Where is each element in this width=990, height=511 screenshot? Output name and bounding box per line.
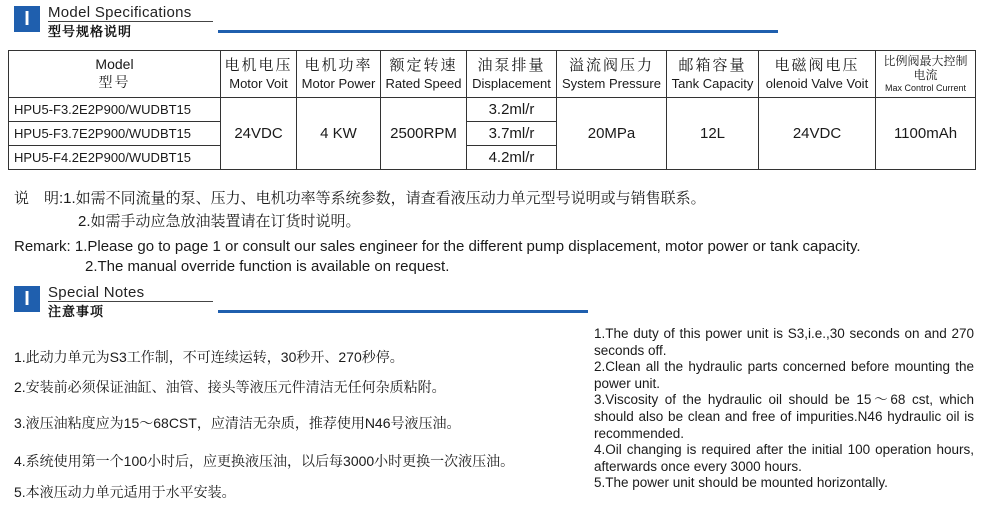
- model-cell: HPU5-F3.7E2P900/WUDBT15: [9, 122, 221, 146]
- remark-zh-1: [14, 188, 706, 210]
- section-title-en: Model Specifications: [48, 4, 192, 21]
- remark-en-line1: 1.Please go to page 1 or consult our sales engineer for the different pump displacement, motor power or tank capacity.: [74, 238, 861, 255]
- special-notes-header: [8, 284, 983, 319]
- remark-en-line2: 2.The manual override function is available on request.: [85, 258, 450, 275]
- table-header-row: [9, 51, 976, 98]
- remark-en-label: Remark:: [14, 238, 71, 255]
- section-rule-thick: [218, 310, 588, 313]
- section-title-zh: 注意事项: [48, 304, 105, 319]
- header-displacement: 油泵排量 Displacement: [467, 51, 557, 98]
- remark-zh-line2: 2.如需手动应急放油装置请在订货时说明。: [78, 213, 361, 230]
- note-en-5: 5.The power unit should be mounted horizontally.: [594, 475, 888, 491]
- note-zh-3: 3.液压油粘度应为15～68CST，应清洁无杂质，推荐使用N46号液压油。: [14, 415, 461, 431]
- note-en-3: 3.Viscosity of the hydraulic oil should be 15～68 cst, which should also be clean and free of impurities.N46 hydraulic oil is recommended.: [594, 392, 974, 441]
- note-zh-4: 4.系统使用第一个100小时后，应更换液压油，以后每3000小时更换一次液压油。: [14, 453, 515, 469]
- note-en-2: 2.Clean all the hydraulic parts concerned before mounting the power unit.: [594, 359, 974, 391]
- displacement-cell: 3.7ml/r: [467, 122, 557, 146]
- max-current-cell: 1100mAh: [876, 98, 976, 170]
- rated-speed-cell: 2500RPM: [381, 98, 467, 170]
- note-en-4: 4.Oil changing is required after the initial 100 operation hours, afterwards once every 3000 hours.: [594, 442, 974, 474]
- note-zh-1: 1.此动力单元为S3工作制，不可连续运转，30秒开、270秒停。: [14, 349, 404, 365]
- header-tank-capacity: 邮箱容量 Tank Capacity: [667, 51, 759, 98]
- section-marker-icon: I: [14, 6, 40, 32]
- remark-en-1: [14, 236, 861, 258]
- note-zh-5: 5.本液压动力单元适用于水平安装。: [14, 484, 236, 500]
- header-valve-voltage: 电磁阀电压 olenoid Valve Voit: [759, 51, 876, 98]
- spec-table: [8, 50, 976, 170]
- section-title-zh: 型号规格说明: [48, 24, 133, 39]
- remark-zh-line1: 1.如需不同流量的泵、压力、电机功率等系统参数，请查看液压动力单元型号说明或与销售联系。: [63, 190, 706, 207]
- note-zh-2: 2.安装前必须保证油缸、油管、接头等液压元件清洁无任何杂质粘附。: [14, 379, 446, 395]
- header-system-pressure: 溢流阀压力 System Pressure: [557, 51, 667, 98]
- system-pressure-cell: 20MPa: [557, 98, 667, 170]
- motor-power-cell: 4 KW: [297, 98, 381, 170]
- header-motor-power: 电机功率 Motor Power: [297, 51, 381, 98]
- remark-zh-label: 说 明:: [14, 190, 64, 207]
- note-en-1: 1.The duty of this power unit is S3,i.e.,30 seconds on and 270 seconds off.: [594, 326, 974, 358]
- header-model: Model 型号: [9, 51, 221, 98]
- header-motor-voltage: 电机电压 Motor Voit: [221, 51, 297, 98]
- section-title-en: Special Notes: [48, 284, 145, 301]
- table-row: [9, 98, 976, 122]
- header-max-current: 比例阀最大控制电流 Max Control Current: [876, 51, 976, 98]
- tank-capacity-cell: 12L: [667, 98, 759, 170]
- notes-en-block: [594, 326, 974, 492]
- section-rule-thick: [218, 30, 778, 33]
- model-cell: HPU5-F3.2E2P900/WUDBT15: [9, 98, 221, 122]
- displacement-cell: 4.2ml/r: [467, 146, 557, 170]
- motor-voltage-cell: 24VDC: [221, 98, 297, 170]
- model-cell: HPU5-F4.2E2P900/WUDBT15: [9, 146, 221, 170]
- model-spec-header: [8, 4, 983, 39]
- valve-voltage-cell: 24VDC: [759, 98, 876, 170]
- header-rated-speed: 额定转速 Rated Speed: [381, 51, 467, 98]
- displacement-cell: 3.2ml/r: [467, 98, 557, 122]
- section-marker-icon: I: [14, 286, 40, 312]
